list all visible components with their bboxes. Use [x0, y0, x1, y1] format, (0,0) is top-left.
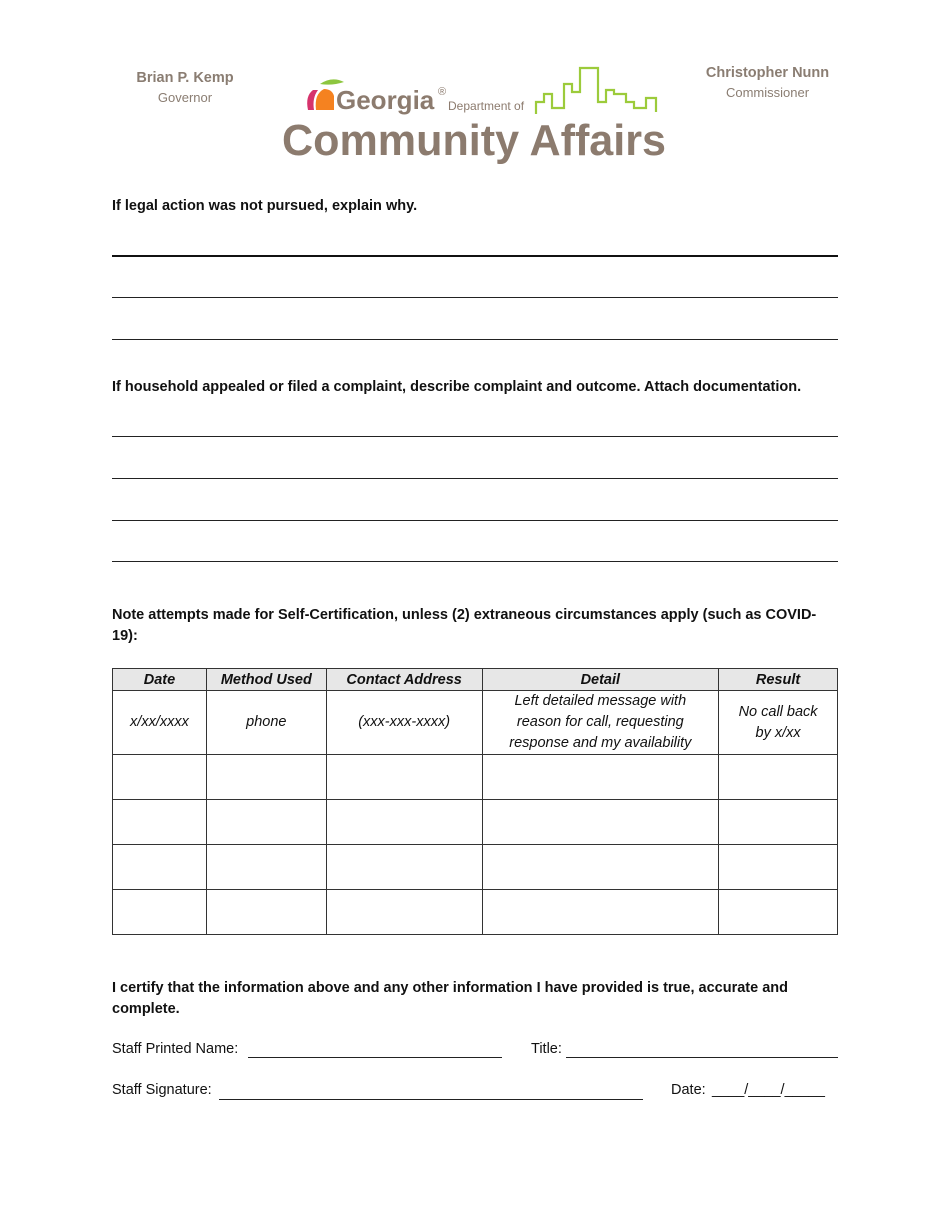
printed-name-label: Staff Printed Name: — [112, 1041, 239, 1057]
cell-detail[interactable] — [482, 755, 719, 800]
cell-result[interactable] — [719, 890, 838, 935]
attempts-question: Note attempts made for Self-Certification, unless (2) extraneous circumstances apply (such as COVID-19): — [112, 607, 817, 644]
header-contact-address: Contact Address — [326, 669, 482, 691]
complaint-answer-line-4[interactable] — [112, 561, 838, 562]
leaf-icon — [320, 79, 344, 84]
cell-date[interactable] — [113, 845, 207, 890]
cell-result[interactable] — [719, 800, 838, 845]
table-row — [113, 845, 838, 890]
attempts-table — [112, 668, 838, 935]
cell-method[interactable] — [206, 845, 326, 890]
cell-detail[interactable] — [482, 800, 719, 845]
logo-title-text: Community Affairs — [282, 116, 666, 165]
table-row — [113, 800, 838, 845]
logo-georgia-text: Georgia — [336, 85, 435, 115]
cell-contact-address[interactable] — [326, 845, 482, 890]
cell-method[interactable] — [206, 800, 326, 845]
cell-result[interactable] — [719, 755, 838, 800]
cell-contact-address[interactable]: (xxx-xxx-xxxx) — [326, 691, 482, 755]
header-date: Date — [113, 669, 207, 691]
table-row — [113, 755, 838, 800]
governor-title: Governor — [157, 90, 213, 105]
cell-method[interactable] — [206, 890, 326, 935]
complaint-answer-line-3[interactable] — [112, 520, 838, 521]
legal-answer-line-1[interactable] — [112, 255, 838, 257]
header-detail: Detail — [482, 669, 719, 691]
complaint-answer-line-2[interactable] — [112, 478, 838, 479]
cell-date[interactable] — [113, 755, 207, 800]
printed-name-field[interactable] — [248, 1057, 502, 1058]
peach-right-icon — [316, 89, 334, 110]
certification-statement: I certify that the information above and any other information I have provided is true, accurate and complete. — [112, 980, 788, 1017]
commissioner-name: Christopher Nunn — [705, 65, 830, 81]
cell-result[interactable]: No call back by x/xx — [719, 691, 838, 755]
table-header-row — [113, 669, 838, 691]
cell-detail[interactable] — [482, 845, 719, 890]
cell-date[interactable] — [113, 890, 207, 935]
date-label: Date: — [671, 1082, 706, 1098]
commissioner-block — [690, 65, 845, 100]
cell-contact-address[interactable] — [326, 890, 482, 935]
table-row — [113, 890, 838, 935]
cell-contact-address[interactable] — [326, 755, 482, 800]
dca-logo — [280, 62, 670, 166]
date-field[interactable]: ____/____/_____ — [712, 1082, 825, 1098]
signature-field[interactable] — [219, 1099, 643, 1100]
skyline-icon — [536, 68, 656, 114]
signature-label: Staff Signature: — [112, 1082, 212, 1098]
commissioner-title: Commissioner — [725, 85, 810, 100]
title-field[interactable] — [566, 1057, 838, 1058]
complaint-answer-line-1[interactable] — [112, 436, 838, 437]
cell-method[interactable] — [206, 755, 326, 800]
cell-date[interactable] — [113, 800, 207, 845]
logo-dept-text: Department of — [448, 99, 525, 113]
header-result: Result — [719, 669, 838, 691]
cell-result[interactable] — [719, 845, 838, 890]
logo-registered-mark: ® — [438, 86, 447, 98]
governor-block — [110, 70, 260, 105]
governor-name: Brian P. Kemp — [136, 70, 234, 86]
cell-contact-address[interactable] — [326, 800, 482, 845]
header-method: Method Used — [206, 669, 326, 691]
complaint-question: If household appealed or filed a complaint, describe complaint and outcome. Attach documentation. — [112, 379, 802, 395]
legal-answer-line-3[interactable] — [112, 339, 838, 340]
cell-method[interactable]: phone — [206, 691, 326, 755]
cell-detail[interactable]: Left detailed message with reason for call, requesting response and my availability — [482, 691, 719, 755]
table-row — [113, 691, 838, 755]
cell-date[interactable]: x/xx/xxxx — [113, 691, 207, 755]
title-label: Title: — [531, 1041, 562, 1057]
legal-action-question: If legal action was not pursued, explain why. — [112, 198, 418, 214]
cell-detail[interactable] — [482, 890, 719, 935]
legal-answer-line-2[interactable] — [112, 297, 838, 298]
dca-logo-graphic — [280, 62, 670, 166]
